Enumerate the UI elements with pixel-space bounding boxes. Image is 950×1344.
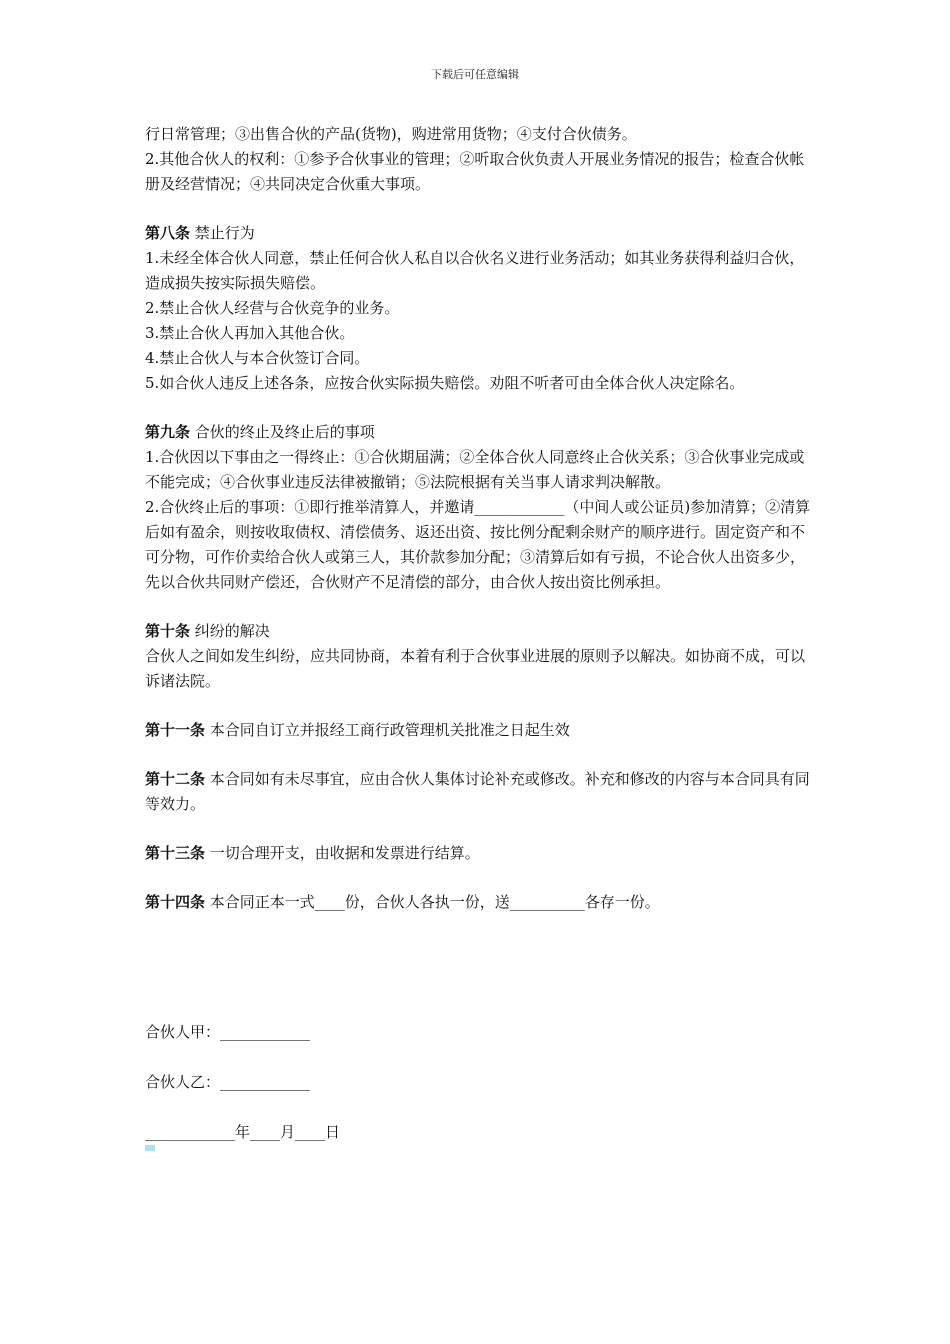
list-item: 2.合伙终止后的事项：①即行推举清算人，并邀请____________（中间人或公证员)参加清算；②清算后如有盈余，则按收取债权、清偿债务、返还出资、按比例分配剩余财产的顺序进行。固定资产和不可分物，可作价卖给合伙人或第三人，其价款参加分配；③清算后如有亏损，不论合伙人出资多少，先以合伙共同财产偿还，合伙财产不足清偿的部分，由合伙人按出资比例承担。 bbox=[145, 498, 811, 591]
article-11 bbox=[145, 718, 813, 743]
page-header: 下载后可任意编辑 bbox=[431, 68, 519, 81]
article-body: 本合同正本一式____份，合伙人各执一份，送__________各存一份。 bbox=[209, 893, 660, 911]
article-body: 本合同如有未尽事宜，应由合伙人集体讨论补充或修改。补充和修改的内容与本合同具有同等效力。 bbox=[145, 770, 810, 813]
list-item: 1.合伙因以下事由之一得终止：①合伙期届满；②全体合伙人同意终止合伙关系；③合伙事业完成或不能完成；④合伙事业违反法律被撤销；⑤法院根据有关当事人请求判决解散。 bbox=[145, 448, 805, 491]
partner-a-signature: 合伙人甲：____________ bbox=[145, 1023, 311, 1041]
article-12 bbox=[145, 767, 813, 817]
article-label: 第十三条 bbox=[145, 844, 206, 862]
list-item: 1.未经全体合伙人同意，禁止任何合伙人私自以合伙名义进行业务活动；如其业务获得利益归合伙，造成损失按实际损失赔偿。 bbox=[145, 249, 805, 292]
contract-body bbox=[145, 122, 813, 915]
article-14 bbox=[145, 890, 813, 915]
article-label: 第八条 bbox=[145, 224, 191, 242]
article-13 bbox=[145, 841, 813, 866]
article-body: 一切合理开支，由收据和发票进行结算。 bbox=[209, 844, 480, 862]
article-label: 第九条 bbox=[145, 423, 191, 441]
article-body: 本合同自订立并报经工商行政管理机关批准之日起生效 bbox=[209, 721, 570, 739]
article-title: 合伙的终止及终止后的事项 bbox=[194, 423, 375, 441]
article-label: 第十条 bbox=[145, 622, 191, 640]
text-cursor-marker bbox=[145, 1145, 155, 1151]
paragraph: 2.其他合伙人的权利：①参予合伙事业的管理；②听取合伙负责人开展业务情况的报告；检查合伙帐册及经营情况；④共同决定合伙重大事项。 bbox=[145, 150, 805, 193]
list-item: 3.禁止合伙人再加入其他合伙。 bbox=[145, 324, 355, 342]
list-item: 5.如合伙人违反上述各条，应按合伙实际损失赔偿。劝阻不听者可由全体合伙人决定除名。 bbox=[145, 374, 745, 392]
partner-b-signature: 合伙人乙：____________ bbox=[145, 1073, 311, 1091]
signature-date: ____________年____月____日 bbox=[145, 1123, 341, 1141]
article-label: 第十四条 bbox=[145, 893, 206, 911]
paragraph: 行日常管理；③出售合伙的产品(货物)，购进常用货物；④支付合伙债务。 bbox=[145, 125, 637, 143]
paragraph: 合伙人之间如发生纠纷，应共同协商，本着有利于合伙事业进展的原则予以解决。如协商不成，可以诉诸法院。 bbox=[145, 647, 806, 690]
article-label: 第十一条 bbox=[145, 721, 206, 739]
article-label: 第十二条 bbox=[145, 770, 206, 788]
article-9-heading bbox=[145, 420, 813, 445]
article-title: 禁止行为 bbox=[194, 224, 255, 242]
list-item: 2.禁止合伙人经营与合伙竞争的业务。 bbox=[145, 299, 400, 317]
article-8-heading bbox=[145, 221, 813, 246]
list-item: 4.禁止合伙人与本合伙签订合同。 bbox=[145, 349, 370, 367]
article-10-heading bbox=[145, 619, 813, 644]
article-title: 纠纷的解决 bbox=[194, 622, 270, 640]
